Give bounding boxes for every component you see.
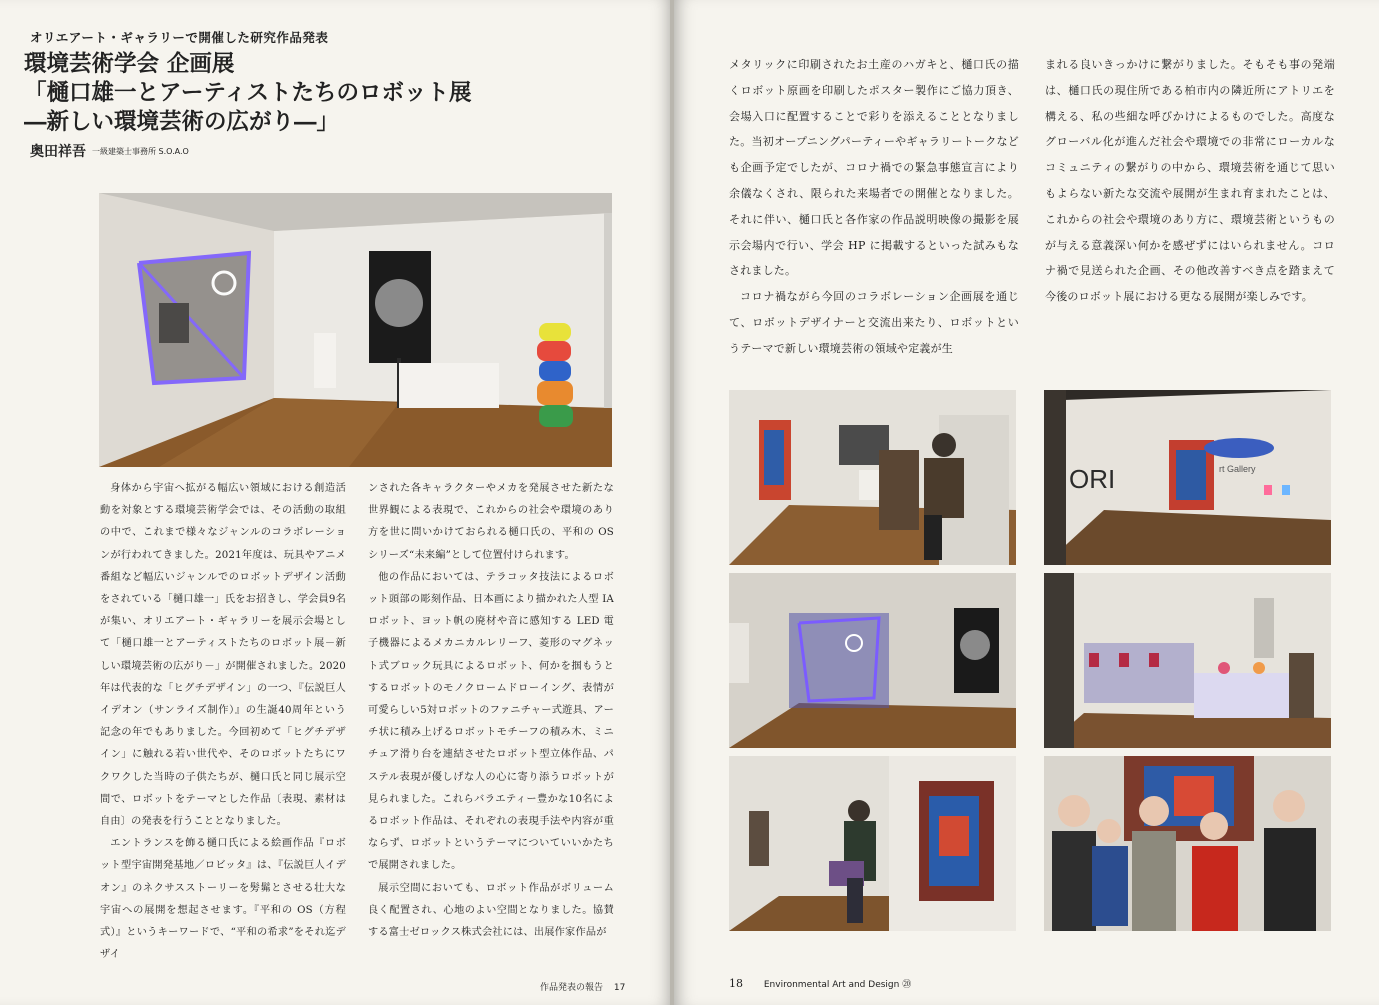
right-column-1 <box>729 52 1019 362</box>
folio-label: 作品発表の報告 <box>540 983 604 993</box>
gallery-sign-text: ORI <box>1069 464 1116 494</box>
gallery-main-illustration <box>99 193 612 467</box>
right-folio <box>729 977 911 990</box>
paragraph: コロナ禍ながら今回のコラボレーション企画展を通じて、ロボットデザイナーと交流出来たり、ロボットというテーマで新しい環境芸術の領域や定義が生 <box>729 290 1019 355</box>
page-number: 18 <box>729 977 743 990</box>
author-name: 奥田祥吾 <box>30 144 86 160</box>
photo-neon-illustration <box>729 573 1016 748</box>
author-affiliation: 一級建築士事務所 S.O.A.O <box>92 147 189 156</box>
title-line-3: ―新しい環境芸術の広がり―」 <box>24 109 340 135</box>
photo-gallery-entrance <box>1044 390 1331 565</box>
right-column-2 <box>1045 52 1335 310</box>
paragraph: 他の作品においては、テラコッタ技法によるロボット頭部の彫刻作品、日本画により描かれた人型 IA ロボット、ヨット帆の廃材や音に感知する LED 電子機器によるメカニカルレリーフ、菱形のマグネット式ブロック玩具によるロボット、何かを掴もうとするロボットのモノクロームドローイング、表情が可愛らしい5対ロボットのファニチャー式遊具、アーチ状に積み上げるロボットモチーフの積み木、ミニチュア滑り台を連結させたロボット型立体作品、パステル表現が優しげな人の心に寄り添うロボットが見られました。これらバラエティー豊かな10名によるロボット作品は、それぞれの表現手法や内容が重ならず、ロボットというテーマについていいかたちで展開されました。 <box>368 571 614 872</box>
paragraph: エントランスを飾る樋口氏による絵画作品『ロボット型宇宙開発基地／ロビッタ』は、『伝説巨人イデオン』のネクサスストーリーを髣髴とさせる壮大な宇宙への展開を想起させます。『平和の OS（方程式）』というキーワードで、“平和の希求”をそれ迄デザイ <box>100 838 346 961</box>
paragraph: メタリックに印刷されたお土産のハガキと、樋口氏の描くロボット原画を印刷したポスター製作にご協力頂き、会場入口に配置することで彩りを添えることとなりました。当初オープニングパーティーやギャラリートークなども企画予定でしたが、コロナ禍での緊急事態宣言により余儀なくされ、限られた来場者での開催となりました。それに伴い、樋口氏と各作家の作品説明映像の撮影を展示会場内で行い、学会 HP に掲載するといった試みもなされました。 <box>729 58 1019 278</box>
page-number: 17 <box>613 983 626 993</box>
photo-entrance-illustration <box>1044 390 1331 565</box>
photo-visitor-painting-illustration <box>729 756 1016 931</box>
photo-neon-installation <box>729 573 1016 748</box>
photo-display-table <box>1044 573 1331 748</box>
left-folio <box>540 980 625 993</box>
photo-visitor-seated-illustration <box>729 390 1016 565</box>
article-kicker: オリエアート・ギャラリーで開催した研究作品発表 <box>30 30 329 45</box>
gallery-main-photo <box>99 193 612 467</box>
photo-table-illustration <box>1044 573 1331 748</box>
left-page <box>0 0 672 1005</box>
photo-group-illustration <box>1044 756 1331 931</box>
paragraph: 展示空間においても、ロボット作品がボリューム良く配置され、心地のよい空間となりました。協賛する富士ゼロックス株式会社には、出展作家作品が <box>368 882 614 939</box>
photo-visitor-painting <box>729 756 1016 931</box>
gallery-sign-subtext: rt Gallery <box>1219 464 1256 474</box>
paragraph: 身体から宇宙へ拡がる幅広い領域における創造活動を対象とする環境芸術学会では、その活動の取組の中で、これまで様々なジャンルのコラボレーションが行われてきました。2021年度は、玩具やアニメ番組など幅広いジャンルでのロボットデザイン活動をされている「樋口雄一」氏をお招きし、学会員9名が集い、オリエアート・ギャラリーを展示会場として「樋口雄一とアーティストたちのロボット展－新しい環境芸術の広がり－」が開催されました。2020年は代表的な「ヒグチデザイン」の一つ、『伝説巨人イデオン（サンライズ制作）』の生誕40周年という記念の年でもありました。今回初めて「ヒグチデザイン」に触れる若い世代や、そのロボットたちにワクワクした当時の子供たちが、樋口氏と同じ展示空間で、ロボットをテーマとした作品〔表現、素材は自由〕の発表を行うこととなりました。 <box>100 483 346 828</box>
left-column-2 <box>368 478 614 944</box>
article-title <box>24 50 472 137</box>
photo-group-portrait <box>1044 756 1331 931</box>
paragraph: まれる良いきっかけに繋がりました。そもそも事の発端は、樋口氏の現住所である柏市内の隣近所にアトリエを構える、私の些細な呼びかけによるものでした。高度なグローバル化が進んだ社会や環境での非常にローカルなコミュニティの繋がりの中から、環境芸術を通じて思いもよらない新たな交流や展開が生まれ育まれたことは、これからの社会や環境のあり方に、環境芸術というものが与える意義深い何かを感ぜずにはいられません。コロナ禍で見送られた企画、その他改善すべき点を踏まえて今後のロボット展における更なる展開が楽しみです。 <box>1045 58 1335 304</box>
journal-name: Environmental Art and Design ⑳ <box>763 980 912 990</box>
paragraph: ンされた各キャラクターやメカを発展させた新たな世界観による表現で、これからの社会や環境のあり方を世に問いかけておられる樋口氏の、平和の OS シリーズ“未来編”として位置付けられます。 <box>368 483 614 561</box>
left-column-1 <box>100 478 346 966</box>
right-page <box>674 0 1379 1005</box>
photo-visitor-seated <box>729 390 1016 565</box>
title-line-1: 環境芸術学会 企画展 <box>24 51 235 77</box>
title-line-2: 「樋口雄一とアーティストたちのロボット展 <box>24 80 472 106</box>
